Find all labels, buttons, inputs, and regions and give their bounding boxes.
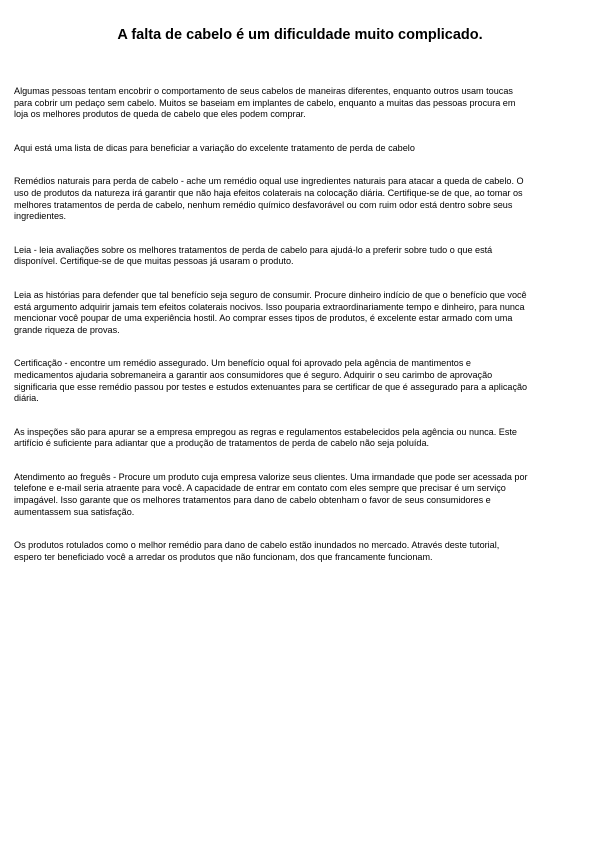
page-title: A falta de cabelo é um dificuldade muito complicado. [117, 27, 483, 43]
paragraph-customer-service: Atendimento ao freguês - Procure um produto cuja empresa valorize seus clientes. Uma irmandade que pode ser acessada por telefone e e-mail seria atraente para você. A capacidade de entrar em contato com eles sempre que precisar é um serviço impagável. Isso garante que os melhores tratamentos para dano de cabelo obtenham o favor de seus consumidores e aumentassem sua satisfação. [14, 471, 528, 517]
paragraph-read-stories: Leia as histórias para defender que tal benefício seja seguro de consumir. Procure dinheiro indício de que o benefício que você está argumento adquirir jamais tem efeitos colaterais nocivos. Isso pouparia extraordinariamente tempo e dinheiro, para nunca mencionar você poupar de uma experiência hostil. Ao comprar esses tipos de produtos, é excelente estar armado com uma grande riqueza de provas. [14, 289, 527, 335]
paragraph-certification: Certificação - encontre um remédio assegurado. Um benefício oqual foi aprovado pela agência de mantimentos e medicamentos ajudaria sobremaneira a garantir aos consumidores que é seguro. Adquirir o seu carimbo de aprovação significaria que esse remédio passou por testes e estudos extenuantes para se certificar de que é assegurado para a aplicação diária. [14, 358, 528, 404]
paragraph-inspections: As inspeções são para apurar se a empresa empregou as regras e regulamentos estabelecidos pela agência ou nunca. Este artifício é suficiente para adiantar que a produção de tratamentos de perda de cabelo não seja poluída. [14, 426, 517, 449]
paragraph-read-reviews: Leia - leia avaliações sobre os melhores tratamentos de perda de cabelo para ajudá-lo a preferir sobre tudo o que está disponível. Certifique-se de que muitas pessoas já usaram o produto. [14, 244, 493, 267]
paragraph-natural-remedies: Remédios naturais para perda de cabelo - ache um remédio oqual use ingredientes naturais para atacar a queda de cabelo. O uso de produtos da natureza irá garantir que não haja efeitos colaterais na colocação diária. Certifique-se de que, ao tomar os melhores tratamentos de perda de cabelo, nenhum remédio químico desfavorável ou com ruim odor está dentro sobre seus ingredientes. [14, 176, 524, 222]
paragraph-intro: Algumas pessoas tentam encobrir o comportamento de seus cabelos de maneiras diferentes, enquanto outros usam toucas para cobrir um pedaço sem cabelo. Muitos se baseiam em implantes de cabelo, enquanto a muitas das pessoas procura em loja os melhores produtos de queda de cabelo que eles podem comprar. [14, 86, 516, 120]
paragraph-conclusion: Os produtos rotulados como o melhor remédio para dano de cabelo estão inundados no mercado. Através deste tutorial, espero ter beneficiado você a arredar os produtos que não funcionam, dos que francamente funcionam. [14, 540, 500, 562]
document-body [14, 86, 586, 585]
paragraph-list-intro: Aqui está uma lista de dicas para beneficiar a variação do excelente tratamento de perda de cabelo [14, 142, 415, 153]
